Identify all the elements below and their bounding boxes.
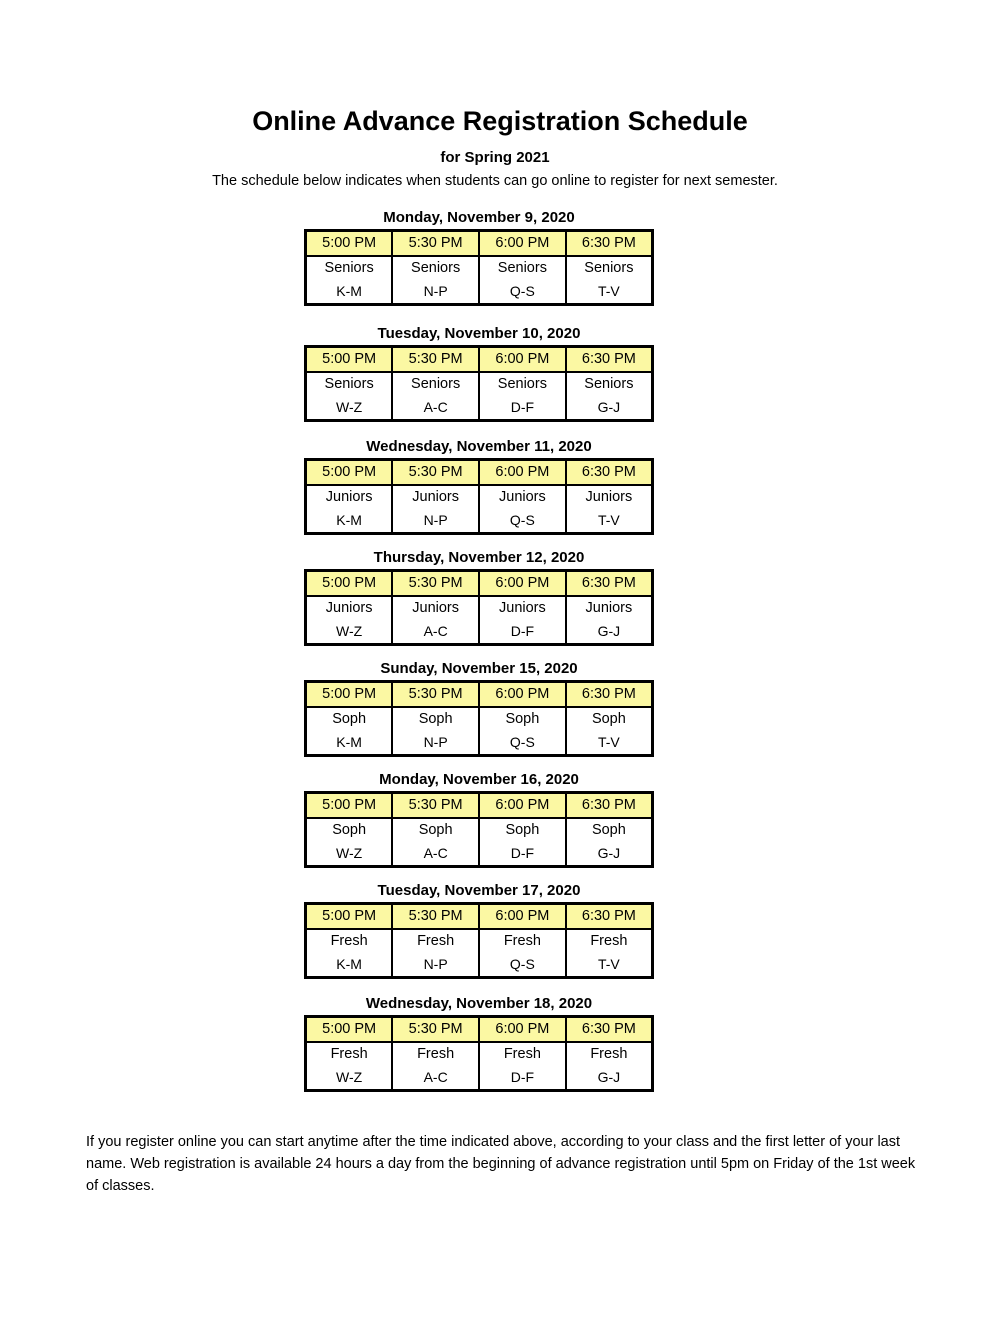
letter-range-cell: D-F <box>479 1066 566 1091</box>
schedule-table <box>304 1015 654 1092</box>
schedule-table <box>304 569 654 646</box>
day-schedule <box>304 208 654 306</box>
class-cell: Juniors <box>566 596 653 620</box>
time-row <box>306 460 653 486</box>
range-row <box>306 731 653 756</box>
letter-range-cell: T-V <box>566 509 653 534</box>
time-cell: 6:00 PM <box>479 1017 566 1043</box>
day-title: Monday, November 9, 2020 <box>383 209 575 226</box>
letter-range-cell: K-M <box>336 734 362 750</box>
day-title: Sunday, November 15, 2020 <box>380 660 578 677</box>
schedule-table <box>304 791 654 868</box>
time-cell: 6:00 PM <box>479 460 566 486</box>
time-cell: 5:30 PM <box>392 571 479 597</box>
time-cell: 5:30 PM <box>392 231 479 257</box>
intro-text: The schedule below indicates when students can go online to register for next semester. <box>212 173 778 189</box>
class-row <box>306 1042 653 1066</box>
letter-range-cell: D-F <box>479 396 566 421</box>
day-schedule <box>304 437 654 535</box>
class-cell: Juniors <box>325 600 373 616</box>
class-cell: Soph <box>332 822 367 838</box>
class-row <box>306 485 653 509</box>
class-cell: Fresh <box>330 933 368 949</box>
time-row <box>306 793 653 819</box>
class-cell: Soph <box>392 707 479 731</box>
time-cell: 5:30 PM <box>392 793 479 819</box>
letter-range-cell: G-J <box>566 842 653 867</box>
class-cell: Juniors <box>479 596 566 620</box>
range-row <box>306 280 653 305</box>
time-cell: 6:30 PM <box>566 1017 653 1043</box>
class-cell: Fresh <box>479 929 566 953</box>
time-row <box>306 347 653 373</box>
time-cell: 6:30 PM <box>566 231 653 257</box>
class-cell: Juniors <box>325 489 373 505</box>
time-cell: 6:00 PM <box>479 347 566 373</box>
schedule-table <box>304 345 654 422</box>
class-cell: Seniors <box>566 372 653 396</box>
time-cell: 6:30 PM <box>566 793 653 819</box>
letter-range-cell: K-M <box>336 283 362 299</box>
letter-range-cell: G-J <box>566 1066 653 1091</box>
schedule-table <box>304 458 654 535</box>
day-schedule <box>304 548 654 646</box>
schedule-table <box>304 680 654 757</box>
time-cell: 5:30 PM <box>392 1017 479 1043</box>
letter-range-cell: G-J <box>566 396 653 421</box>
letter-range-cell: Q-S <box>479 953 566 978</box>
day-schedule <box>304 881 654 979</box>
class-cell: Seniors <box>324 260 374 276</box>
day-schedule <box>304 994 654 1092</box>
letter-range-cell: Q-S <box>479 731 566 756</box>
letter-range-cell: N-P <box>392 509 479 534</box>
time-cell: 5:30 PM <box>392 460 479 486</box>
letter-range-cell: K-M <box>336 512 362 528</box>
time-cell: 5:00 PM <box>306 904 393 930</box>
class-row <box>306 707 653 731</box>
day-schedule <box>304 659 654 757</box>
class-row <box>306 596 653 620</box>
time-cell: 5:30 PM <box>392 682 479 708</box>
time-cell: 6:00 PM <box>479 904 566 930</box>
time-cell: 6:30 PM <box>566 682 653 708</box>
time-cell: 5:30 PM <box>392 904 479 930</box>
class-cell: Fresh <box>330 1046 368 1062</box>
range-row <box>306 620 653 645</box>
letter-range-cell: W-Z <box>336 845 363 861</box>
schedule-table <box>304 902 654 979</box>
time-cell: 5:00 PM <box>306 231 393 257</box>
letter-range-cell: A-C <box>392 620 479 645</box>
range-row <box>306 396 653 421</box>
class-row <box>306 818 653 842</box>
range-row <box>306 509 653 534</box>
class-cell: Fresh <box>479 1042 566 1066</box>
time-cell: 5:30 PM <box>392 347 479 373</box>
letter-range-cell: T-V <box>566 731 653 756</box>
class-cell: Fresh <box>566 929 653 953</box>
range-row <box>306 1066 653 1091</box>
footer-note: If you register online you can start anytime after the time indicated above, according to your class and the first letter of your last name. Web registration is available 24 hours a day from the beginning of advance registration until 5pm on Friday of the 1st week of classes. <box>86 1134 916 1194</box>
class-cell: Seniors <box>392 372 479 396</box>
time-row <box>306 231 653 257</box>
time-cell: 5:00 PM <box>306 682 393 708</box>
page-subtitle: for Spring 2021 <box>440 149 550 166</box>
time-row <box>306 1017 653 1043</box>
letter-range-cell: A-C <box>392 1066 479 1091</box>
class-cell: Seniors <box>392 256 479 280</box>
day-title: Wednesday, November 18, 2020 <box>365 995 593 1012</box>
letter-range-cell: T-V <box>566 280 653 305</box>
letter-range-cell: A-C <box>392 396 479 421</box>
time-cell: 5:00 PM <box>306 1017 393 1043</box>
letter-range-cell: Q-S <box>479 509 566 534</box>
letter-range-cell: D-F <box>479 620 566 645</box>
class-cell: Fresh <box>392 1042 479 1066</box>
class-cell: Fresh <box>566 1042 653 1066</box>
time-cell: 5:00 PM <box>306 460 393 486</box>
class-cell: Juniors <box>392 596 479 620</box>
page-title: Online Advance Registration Schedule <box>252 106 748 136</box>
time-cell: 6:30 PM <box>566 571 653 597</box>
class-cell: Seniors <box>566 256 653 280</box>
time-cell: 6:30 PM <box>566 347 653 373</box>
class-cell: Soph <box>479 818 566 842</box>
letter-range-cell: G-J <box>566 620 653 645</box>
class-cell: Soph <box>479 707 566 731</box>
class-cell: Juniors <box>566 485 653 509</box>
time-row <box>306 682 653 708</box>
day-title: Tuesday, November 17, 2020 <box>377 882 581 899</box>
class-cell: Seniors <box>324 376 374 392</box>
class-cell: Soph <box>332 711 367 727</box>
class-cell: Soph <box>566 707 653 731</box>
class-cell: Soph <box>392 818 479 842</box>
day-title: Tuesday, November 10, 2020 <box>377 325 581 342</box>
time-cell: 5:00 PM <box>306 793 393 819</box>
letter-range-cell: W-Z <box>336 399 363 415</box>
letter-range-cell: W-Z <box>336 623 363 639</box>
schedule-table <box>304 229 654 306</box>
day-title: Wednesday, November 11, 2020 <box>366 438 592 455</box>
letter-range-cell: A-C <box>392 842 479 867</box>
time-cell: 6:00 PM <box>479 571 566 597</box>
class-row <box>306 256 653 280</box>
time-cell: 6:00 PM <box>479 231 566 257</box>
range-row <box>306 842 653 867</box>
time-cell: 6:30 PM <box>566 460 653 486</box>
letter-range-cell: K-M <box>336 956 362 972</box>
class-cell: Juniors <box>479 485 566 509</box>
letter-range-cell: T-V <box>566 953 653 978</box>
class-cell: Seniors <box>479 256 566 280</box>
class-cell: Juniors <box>392 485 479 509</box>
letter-range-cell: W-Z <box>336 1069 363 1085</box>
letter-range-cell: D-F <box>479 842 566 867</box>
day-title: Thursday, November 12, 2020 <box>373 549 585 566</box>
time-cell: 6:00 PM <box>479 682 566 708</box>
time-cell: 5:00 PM <box>306 571 393 597</box>
class-cell: Fresh <box>392 929 479 953</box>
class-cell: Seniors <box>479 372 566 396</box>
letter-range-cell: N-P <box>392 280 479 305</box>
class-cell: Soph <box>566 818 653 842</box>
time-row <box>306 904 653 930</box>
day-title: Monday, November 16, 2020 <box>379 771 579 788</box>
class-row <box>306 372 653 396</box>
letter-range-cell: N-P <box>392 953 479 978</box>
letter-range-cell: N-P <box>392 731 479 756</box>
time-row <box>306 571 653 597</box>
class-row <box>306 929 653 953</box>
time-cell: 5:00 PM <box>306 347 393 373</box>
time-cell: 6:00 PM <box>479 793 566 819</box>
day-schedule <box>304 324 654 422</box>
range-row <box>306 953 653 978</box>
letter-range-cell: Q-S <box>479 280 566 305</box>
day-schedule <box>304 770 654 868</box>
time-cell: 6:30 PM <box>566 904 653 930</box>
